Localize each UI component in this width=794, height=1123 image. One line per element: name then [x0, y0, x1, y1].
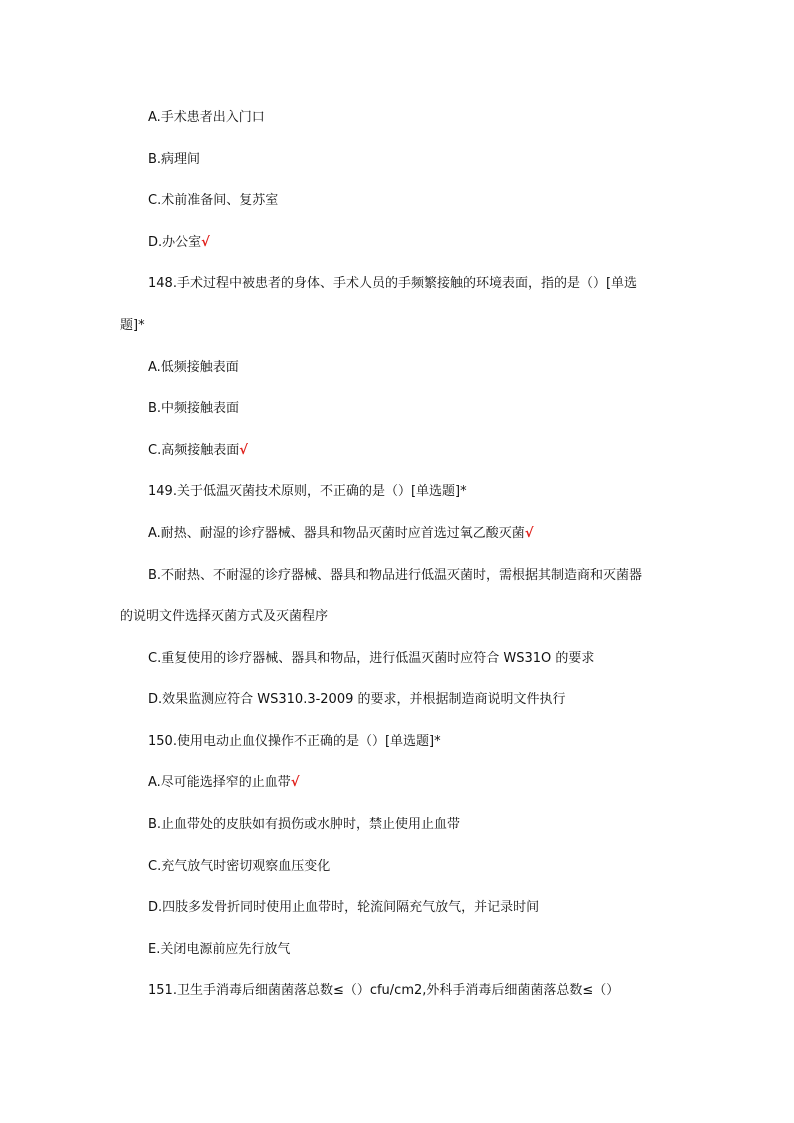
question-151-line: [148, 982, 619, 1000]
line-text: 150.使用电动止血仪操作不正确的是（）[单选题]*: [148, 734, 441, 749]
line-text: A.耐热、耐湿的诊疗器械、器具和物品灭菌时应首选过氧乙酸灭菌: [148, 526, 525, 541]
option-d-line: [148, 899, 539, 917]
option-a-line: [148, 525, 533, 543]
option-b-line: [148, 816, 460, 834]
line-text: D.效果监测应符合 WS310.3-2009 的要求，并根据制造商说明文件执行: [148, 692, 566, 707]
line-text: B.止血带处的皮肤如有损伤或水肿时，禁止使用止血带: [148, 817, 461, 832]
line-text: A.手术患者出入门口: [148, 110, 265, 125]
option-e-line: [148, 941, 290, 959]
line-text: 题]*: [120, 318, 145, 333]
line-text: 151.卫生手消毒后细菌菌落总数≤（）cfu/cm2,外科手消毒后细菌菌落总数≤（）: [148, 983, 620, 998]
option-c-line: [148, 650, 594, 668]
line-text: 148.手术过程中被患者的身体、手术人员的手频繁接触的环境表面，指的是（）[单选: [148, 276, 638, 291]
line-text: C.重复使用的诊疗器械、器具和物品，进行低温灭菌时应符合 WS31O 的要求: [148, 651, 595, 666]
line-text: D.四肢多发骨折同时使用止血带时，轮流间隔充气放气，并记录时间: [148, 900, 540, 915]
question-150-line: [148, 733, 441, 751]
line-text: A.低频接触表面: [148, 360, 239, 375]
question-148-continuation: [120, 317, 145, 335]
line-text: C.术前准备间、复苏室: [148, 193, 279, 208]
line-text: 149.关于低温灭菌技术原则，不正确的是（）[单选题]*: [148, 484, 467, 499]
option-c-line: [148, 858, 330, 876]
option-b-continuation: [120, 608, 328, 626]
option-a-line: [148, 774, 299, 792]
line-text: B.不耐热、不耐湿的诊疗器械、器具和物品进行低温灭菌时，需根据其制造商和灭菌器: [148, 568, 643, 583]
option-d-line: [148, 691, 566, 709]
line-text: B.中频接触表面: [148, 401, 240, 416]
option-a-line: [148, 109, 265, 127]
option-c-line: [148, 192, 278, 210]
correct-check-mark: √: [524, 526, 534, 541]
option-b-line: [148, 151, 200, 169]
line-text: D.办公室: [148, 235, 202, 250]
line-text: A.尽可能选择窄的止血带: [148, 775, 291, 790]
correct-check-mark: √: [290, 775, 300, 790]
question-149-line: [148, 483, 467, 501]
option-b-line: [148, 567, 642, 585]
line-text: C.高频接触表面: [148, 443, 240, 458]
option-a-line: [148, 359, 239, 377]
line-text: 的说明文件选择灭菌方式及灭菌程序: [120, 609, 329, 624]
option-c-line: [148, 442, 248, 460]
option-b-line: [148, 400, 239, 418]
correct-check-mark: √: [201, 235, 210, 250]
option-d-line: [148, 234, 210, 252]
question-148-line: [148, 275, 637, 293]
correct-check-mark: √: [239, 443, 248, 458]
line-text: B.病理间: [148, 152, 201, 167]
line-text: C.充气放气时密切观察血压变化: [148, 859, 331, 874]
line-text: E.关闭电源前应先行放气: [148, 942, 291, 957]
